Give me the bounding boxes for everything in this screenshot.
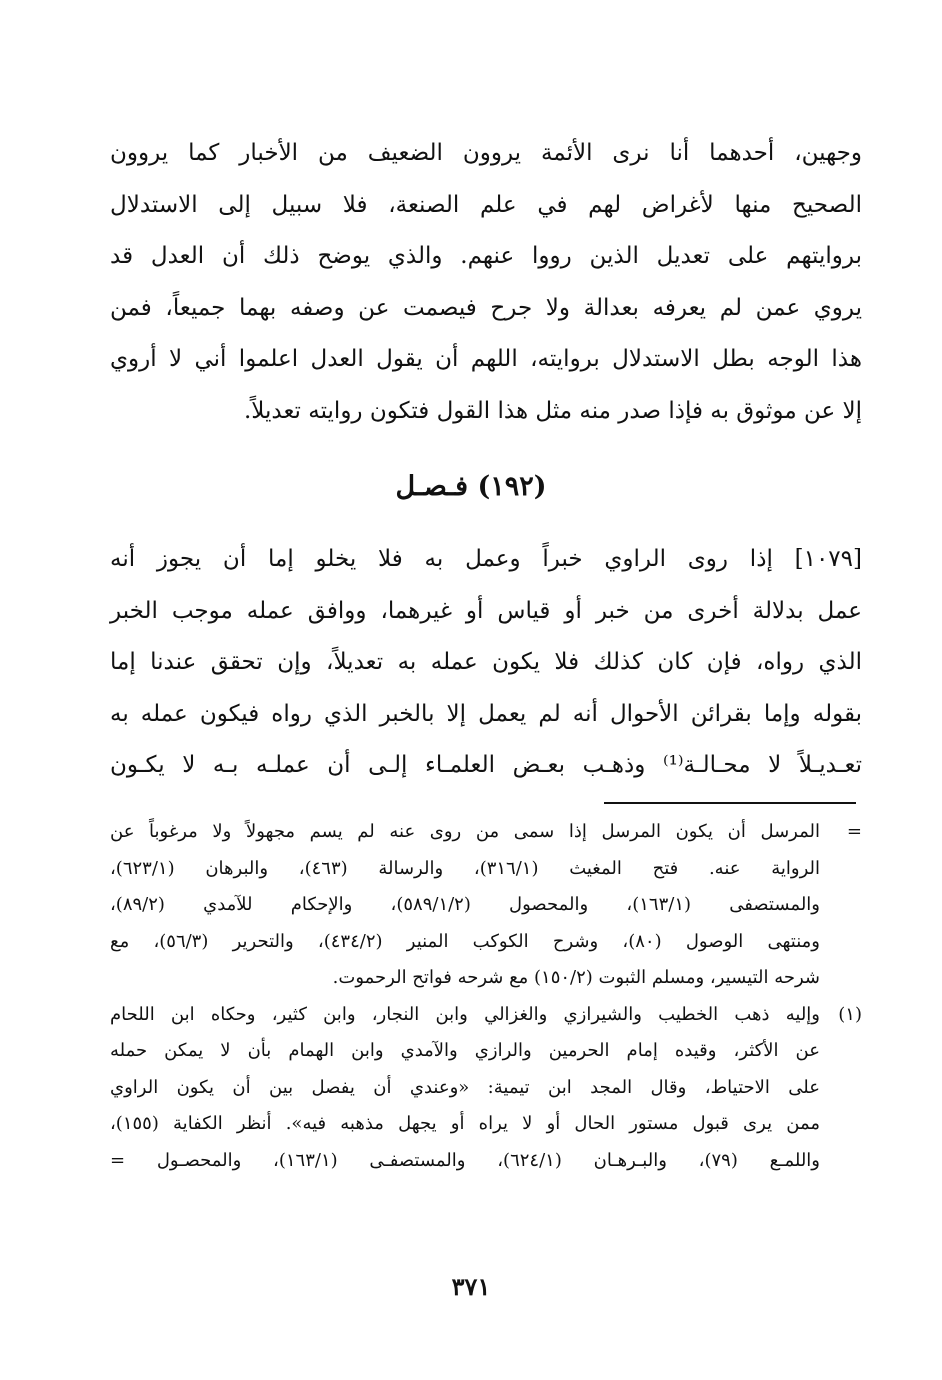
- footnote-line: وإليه ذهب الخطيب والشيرازي والغزالي وابن النجار، وابن كثير، وحكاه ابن اللحام: [110, 1003, 820, 1025]
- footnote-line: المرسل أن يكون المرسل إذا سمى من روى عنه لم يسم مجهولاً ولا مرغوباً عن: [110, 821, 820, 842]
- footnote-1: [110, 997, 862, 1180]
- text-line: [١٠٧٩] إذا روى الراوي خبراً وعمل به فلا يخلو إما أن يجوز أنه: [110, 546, 862, 572]
- footnote-line: الرواية عنه. فتح المغيث (٣١٦/١)، والرسالة (٤٦٣)، والبرهان (٦٢٣/١)،: [110, 857, 820, 879]
- body-paragraph-1: [110, 128, 862, 437]
- text-line: بقوله وإما بقرائن الأحوال أنه لم يعمل إلا بالخبر الذي رواه فيكون عمله به: [110, 700, 862, 727]
- text-line: عمل بدلالة أخرى من خبر أو قياس أو غيرهما، ووافق عمله موجب الخبر: [110, 597, 862, 624]
- footnote-marker: (١): [838, 1003, 862, 1025]
- footnotes: [110, 814, 862, 1179]
- footnote-marker: =: [846, 821, 862, 842]
- footnote-line: واللمـع (٧٩)، والبـرهـان (٦٢٤/١)، والمستصفـى (١٦٣/١)، والمحصـول =: [110, 1149, 820, 1171]
- text-line: تعـديـلاً لا محـالـة⁽¹⁾ وذهـب بعـض العلمـاء إلـى أن عملـه بـه لا يكـون: [110, 752, 862, 778]
- text-line: إلا عن موثوق به فإذا صدر منه مثل هذا القول فتكون روايته تعديلاً.: [243, 397, 862, 424]
- body-paragraph-2: [110, 534, 862, 792]
- footnote-line: على الاحتياط، وقال المجد ابن تيمية: «وعندي أن يفصل بين أن يكون الراوي: [110, 1076, 820, 1098]
- text-line: هذا الوجه بطل الاستدلال بروايته، اللهم أن يقول العدل اعلموا أني لا أروي: [110, 346, 862, 372]
- footnote-line: ممن يرى قبول مستور الحال أو لا يراه أو يجهل مذهبه فيه». أنظر الكفاية (١٥٥)،: [110, 1113, 820, 1134]
- footnote-line: ومنتهى الوصول (٨٠)، وشرح الكوكب المنير (٤٣٤/٢)، والتحرير (٥٦/٣)، مع: [110, 930, 820, 952]
- text-line: وجهين، أحدهما أنا نرى الأئمة يروون الضعيف من الأخبار كما يروون: [110, 140, 862, 166]
- text-line: الصحيح منها لأغراض لهم في علم الصنعة، فلا سبيل إلى الاستدلال: [110, 191, 862, 218]
- footnote-separator: [604, 802, 856, 804]
- footnote-line: شرحه التيسير، ومسلم الثبوت (١٥٠/٢) مع شرحه فواتح الرحموت.: [332, 967, 820, 988]
- footnote-line: عن الأكثر، وقيده إمام الحرمين والرازي والآمدي وابن الهمام بأن لا يمكن حمله: [110, 1040, 820, 1061]
- text-line: الذي رواه، فإن كان كذلك فلا يكون عمله به تعديلاً، وإن تحقق عندنا إما: [110, 649, 862, 675]
- text-line: بروايتهم على تعديل الذين رووا عنهم. والذي يوضح ذلك أن العدل قد: [110, 243, 862, 269]
- text-line: يروي عمن لم يعرفه بعدالة ولا جرح فيصمت عن وصفه بهما جميعاً، فمن: [110, 294, 862, 321]
- footnote-line: والمستصفى (١٦٣/١)، والمحصول (٥٨٩/١/٢)، والإحكام للآمدي (٨٩/٢)،: [110, 894, 820, 915]
- page-number: ٣٧١: [451, 1272, 491, 1301]
- footnote-continued: [110, 814, 862, 997]
- section-heading: (١٩٢) فـصـل: [395, 471, 547, 502]
